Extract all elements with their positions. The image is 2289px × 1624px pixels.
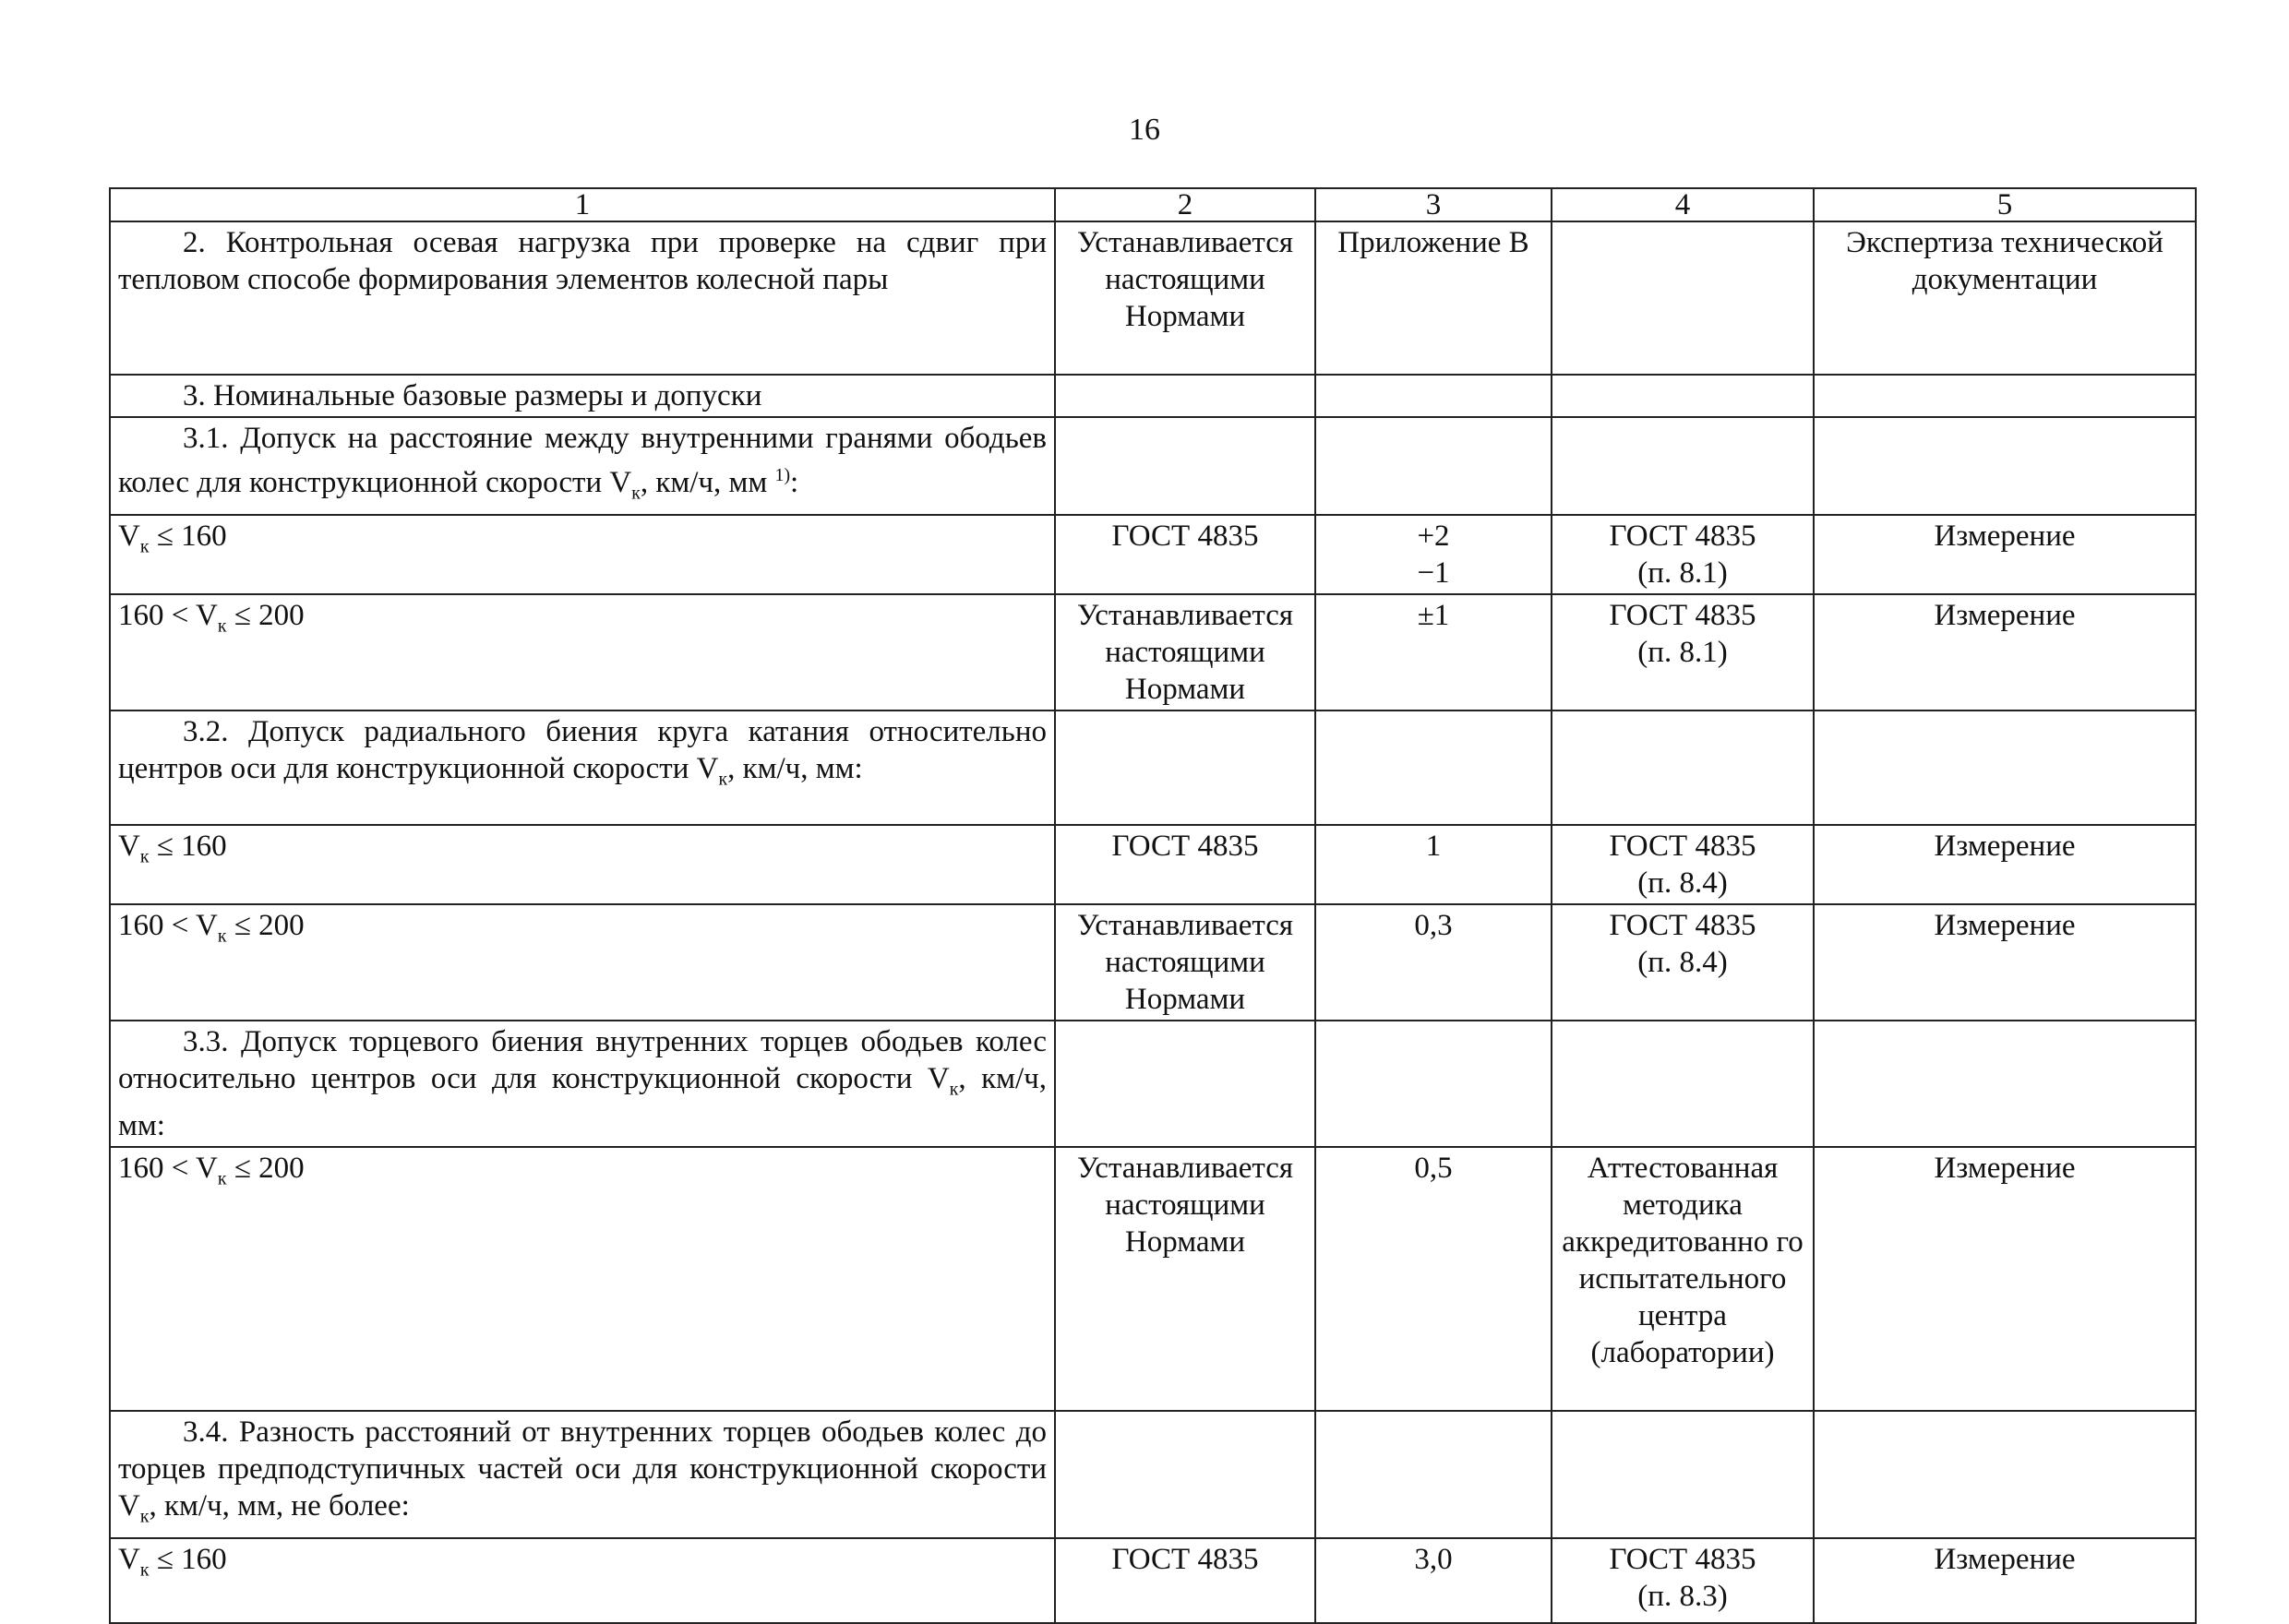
value-cell (1315, 710, 1552, 825)
control-method-cell (1552, 1411, 1814, 1538)
table-header-row (110, 188, 2196, 221)
value-cell: 0,3 (1315, 904, 1552, 1021)
parameter-cell: $V_к \le 160$ (110, 515, 1055, 594)
parameter-cell: $160 < V_к \le 200$ (110, 594, 1055, 710)
value-cell: +2 −1 (1315, 515, 1552, 594)
parameter-cell: 3.2. Допуск радиального биения круга катания относительно центров оси для конструкционной скорости $V_к$, км/ч, мм: (110, 710, 1055, 825)
normative-value-cell (1055, 1021, 1315, 1148)
verification-form-cell (1814, 417, 2196, 515)
parameter-cell: 3.4. Разность расстояний от внутренних торцев ободьев колес до торцев предподступичных частей оси для конструкционной скорости $V_к$, км/ч, мм, не более: (110, 1411, 1055, 1538)
control-method-cell: ГОСТ 4835 (п. 8.1) (1552, 594, 1814, 710)
column-header-5: 5 (1814, 188, 2196, 221)
table-row (110, 375, 2196, 417)
verification-form-cell: Измерение (1814, 1538, 2196, 1623)
normative-value-cell: ГОСТ 4835 (1055, 1538, 1315, 1623)
control-method-cell: ГОСТ 4835 (п. 8.3) (1552, 1538, 1814, 1623)
parameter-cell: $160 < V_к \le 200$ (110, 904, 1055, 1021)
table-row (110, 221, 2196, 375)
value-cell: Приложение В (1315, 221, 1552, 375)
normative-value-cell (1055, 375, 1315, 417)
table-row (110, 417, 2196, 515)
value-cell: 0,5 (1315, 1147, 1552, 1411)
verification-form-cell: Измерение (1814, 594, 2196, 710)
parameter-cell: 2. Контрольная осевая нагрузка при проверке на сдвиг при тепловом способе формирования элементов колесной пары (110, 221, 1055, 375)
normative-value-cell: Устанавливается настоящими Нормами (1055, 1147, 1315, 1411)
table-row (110, 1147, 2196, 1411)
normative-value-cell: Устанавливается настоящими Нормами (1055, 221, 1315, 375)
value-cell (1315, 417, 1552, 515)
table-row (110, 825, 2196, 904)
parameter-cell: 3. Номинальные базовые размеры и допуски (110, 375, 1055, 417)
column-header-3: 3 (1315, 188, 1552, 221)
value-cell (1315, 1411, 1552, 1538)
value-cell: 1 (1315, 825, 1552, 904)
verification-form-cell: Измерение (1814, 904, 2196, 1021)
control-method-cell: ГОСТ 4835 (п. 8.4) (1552, 825, 1814, 904)
verification-form-cell: Экспертиза технической документации (1814, 221, 2196, 375)
parameter-cell: 3.3. Допуск торцевого биения внутренних торцев ободьев колес относительно центров оси для конструкционной скорости $V_к$, км/ч, мм: (110, 1021, 1055, 1148)
parameter-cell: $V_к \le 160$ (110, 825, 1055, 904)
verification-form-cell: Измерение (1814, 825, 2196, 904)
parameter-cell: $V_к \le 160$ (110, 1538, 1055, 1623)
table-row (110, 904, 2196, 1021)
normative-value-cell: ГОСТ 4835 (1055, 515, 1315, 594)
control-method-cell: ГОСТ 4835 (п. 8.4) (1552, 904, 1814, 1021)
verification-form-cell (1814, 375, 2196, 417)
control-method-cell (1552, 375, 1814, 417)
value-cell (1315, 375, 1552, 417)
value-cell (1315, 1021, 1552, 1148)
control-method-cell: Аттестованная методика аккредитованно го испытательного центра (лаборатории) (1552, 1147, 1814, 1411)
verification-form-cell (1814, 1021, 2196, 1148)
normative-value-cell: ГОСТ 4835 (1055, 825, 1315, 904)
table-row (110, 1021, 2196, 1148)
table-row (110, 710, 2196, 825)
verification-form-cell: Измерение (1814, 515, 2196, 594)
page-number: 16 (1129, 113, 1160, 147)
normative-value-cell: Устанавливается настоящими Нормами (1055, 594, 1315, 710)
normative-value-cell (1055, 1411, 1315, 1538)
control-method-cell (1552, 1021, 1814, 1148)
normative-value-cell: Устанавливается настоящими Нормами (1055, 904, 1315, 1021)
verification-form-cell: Измерение (1814, 1147, 2196, 1411)
table-row (110, 515, 2196, 594)
table-row (110, 594, 2196, 710)
specification-table (109, 187, 2197, 1624)
value-cell: ±1 (1315, 594, 1552, 710)
control-method-cell (1552, 417, 1814, 515)
column-header-2: 2 (1055, 188, 1315, 221)
table-row (110, 1538, 2196, 1623)
verification-form-cell (1814, 710, 2196, 825)
control-method-cell: ГОСТ 4835 (п. 8.1) (1552, 515, 1814, 594)
column-header-1: 1 (110, 188, 1055, 221)
value-cell: 3,0 (1315, 1538, 1552, 1623)
control-method-cell (1552, 221, 1814, 375)
column-header-4: 4 (1552, 188, 1814, 221)
table-row (110, 1411, 2196, 1538)
normative-value-cell (1055, 710, 1315, 825)
normative-value-cell (1055, 417, 1315, 515)
control-method-cell (1552, 710, 1814, 825)
parameter-cell: $160 < V_к \le 200$ (110, 1147, 1055, 1411)
verification-form-cell (1814, 1411, 2196, 1538)
parameter-cell: 3.1. Допуск на расстояние между внутренними гранями ободьев колес для конструкционной скорости $V_к$, км/ч, мм $^{1)}$: (110, 417, 1055, 515)
